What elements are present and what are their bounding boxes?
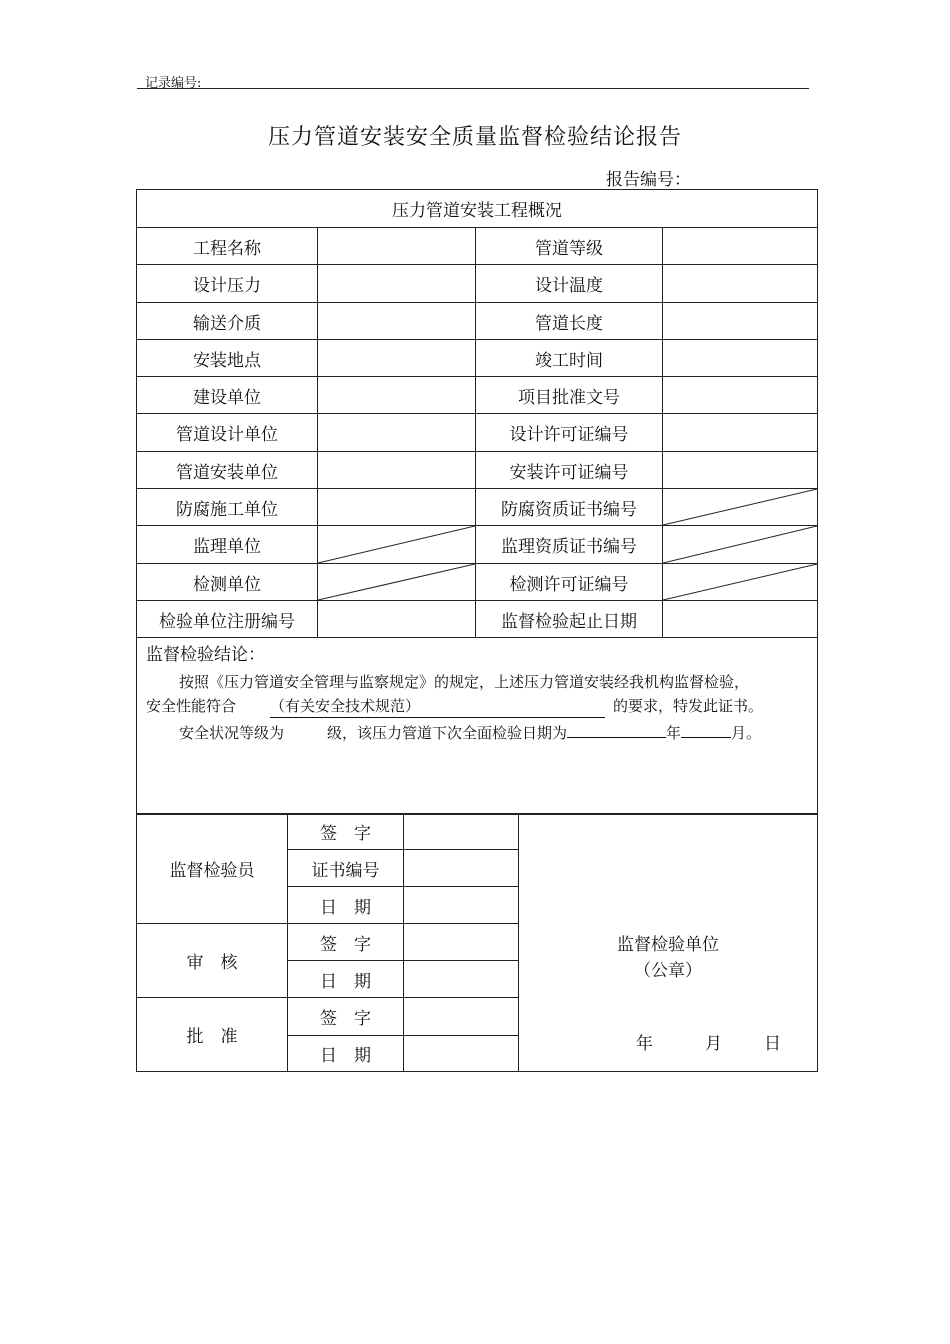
approve-label: 批 准 — [137, 998, 288, 1072]
label-supervision-cert: 监理资质证书编号 — [476, 526, 663, 564]
value-design-unit[interactable] — [318, 414, 476, 452]
inspector-sign-field[interactable] — [404, 814, 519, 850]
stamp-month-label: 月 — [705, 1034, 722, 1054]
value-completion-time[interactable] — [663, 340, 818, 377]
diagonal-strike — [318, 526, 475, 563]
inspector-cert-label: 证书编号 — [288, 850, 404, 887]
review-label: 审 核 — [137, 924, 288, 998]
inspector-date-label: 日 期 — [288, 887, 404, 924]
signoff-table — [136, 813, 818, 1072]
label-install-location: 安装地点 — [137, 340, 318, 377]
value-approval-number[interactable] — [663, 377, 818, 414]
stamp-day-label: 日 — [764, 1034, 781, 1054]
label-pipe-length: 管道长度 — [476, 303, 663, 340]
review-date-label: 日 期 — [288, 961, 404, 998]
header-rule — [137, 88, 809, 89]
value-pipe-grade[interactable] — [663, 228, 818, 265]
stamp-area — [519, 814, 818, 1072]
value-anticorrosion-cert-slashed — [663, 489, 818, 526]
value-install-unit[interactable] — [318, 452, 476, 489]
value-design-temperature[interactable] — [663, 265, 818, 303]
label-testing-license: 检测许可证编号 — [476, 564, 663, 601]
value-inspection-period[interactable] — [663, 601, 818, 638]
review-sign-field[interactable] — [404, 924, 519, 961]
value-install-location[interactable] — [318, 340, 476, 377]
record-number-label: 记录编号: — [145, 76, 202, 91]
stamp-date — [636, 1029, 781, 1054]
value-project-name[interactable] — [318, 228, 476, 265]
value-install-license[interactable] — [663, 452, 818, 489]
label-design-unit: 管道设计单位 — [137, 414, 318, 452]
label-design-license: 设计许可证编号 — [476, 414, 663, 452]
value-supervision-cert-slashed — [663, 526, 818, 564]
label-project-name: 工程名称 — [137, 228, 318, 265]
stamp-year-label: 年 — [636, 1034, 653, 1054]
page-title: 压力管道安装安全质量监督检验结论报告 — [267, 125, 682, 150]
value-anticorrosion-unit[interactable] — [318, 489, 476, 526]
conclusion-line-3 — [137, 722, 817, 744]
standard-fill-field[interactable] — [270, 695, 605, 718]
conclusion-section — [137, 638, 818, 815]
value-owner-unit[interactable] — [318, 377, 476, 414]
conclusion-year-label: 年 — [666, 724, 682, 742]
standard-fill-text: （有关安全技术规范） — [270, 697, 421, 715]
conclusion-text-3-prefix: 安全状况等级为 — [179, 724, 285, 742]
next-inspection-year-field[interactable] — [567, 737, 666, 738]
value-pipe-length[interactable] — [663, 303, 818, 340]
conclusion-month-label: 月。 — [731, 724, 762, 742]
value-testing-unit-slashed — [318, 564, 476, 601]
label-pipe-grade: 管道等级 — [476, 228, 663, 265]
inspector-date-field[interactable] — [404, 887, 519, 924]
inspection-unit-label: 监督检验单位 — [617, 935, 719, 955]
value-medium[interactable] — [318, 303, 476, 340]
inspector-cert-field[interactable] — [404, 850, 519, 887]
conclusion-title: 监督检验结论： — [146, 645, 265, 665]
label-install-unit: 管道安装单位 — [137, 452, 318, 489]
review-sign-label: 签 字 — [288, 924, 404, 961]
conclusion-text-2-suffix: 的要求，特发此证书。 — [613, 697, 764, 715]
label-approval-number: 项目批准文号 — [476, 377, 663, 414]
value-design-license[interactable] — [663, 414, 818, 452]
label-completion-time: 竣工时间 — [476, 340, 663, 377]
diagonal-strike — [663, 564, 817, 600]
conclusion-line-1 — [137, 671, 817, 693]
label-inspection-reg-no: 检验单位注册编号 — [137, 601, 318, 638]
overview-table — [136, 189, 818, 815]
approve-sign-field[interactable] — [404, 998, 519, 1036]
next-inspection-month-field[interactable] — [681, 737, 731, 738]
label-anticorrosion-unit: 防腐施工单位 — [137, 489, 318, 526]
conclusion-line-2 — [137, 695, 817, 718]
inspector-label: 监督检验员 — [137, 814, 288, 924]
label-design-temperature: 设计温度 — [476, 265, 663, 303]
label-supervision-unit: 监理单位 — [137, 526, 318, 564]
label-owner-unit: 建设单位 — [137, 377, 318, 414]
value-supervision-unit-slashed — [318, 526, 476, 564]
label-testing-unit: 检测单位 — [137, 564, 318, 601]
approve-date-field[interactable] — [404, 1036, 519, 1072]
value-testing-license-slashed — [663, 564, 818, 601]
value-inspection-reg-no[interactable] — [318, 601, 476, 638]
review-date-field[interactable] — [404, 961, 519, 998]
conclusion-text-3-mid: 级，该压力管道下次全面检验日期为 — [327, 724, 568, 742]
label-inspection-period: 监督检验起止日期 — [476, 601, 663, 638]
label-medium: 输送介质 — [137, 303, 318, 340]
safety-grade-field[interactable] — [284, 737, 327, 738]
label-install-license: 安装许可证编号 — [476, 452, 663, 489]
approve-sign-label: 签 字 — [288, 998, 404, 1036]
conclusion-text-1: 按照《压力管道安全管理与监察规定》的规定，上述压力管道安装经我机构监督检验， — [179, 673, 750, 691]
diagonal-strike — [318, 564, 475, 600]
conclusion-text-2-prefix: 安全性能符合 — [146, 697, 237, 715]
inspector-sign-label: 签 字 — [288, 814, 404, 850]
label-anticorrosion-cert: 防腐资质证书编号 — [476, 489, 663, 526]
overview-section-title: 压力管道安装工程概况 — [137, 190, 818, 228]
approve-date-label: 日 期 — [288, 1036, 404, 1072]
official-seal-label: （公章） — [634, 961, 702, 981]
label-design-pressure: 设计压力 — [137, 265, 318, 303]
report-number-label: 报告编号： — [606, 170, 691, 190]
diagonal-strike — [663, 526, 817, 563]
diagonal-strike — [663, 489, 817, 525]
value-design-pressure[interactable] — [318, 265, 476, 303]
